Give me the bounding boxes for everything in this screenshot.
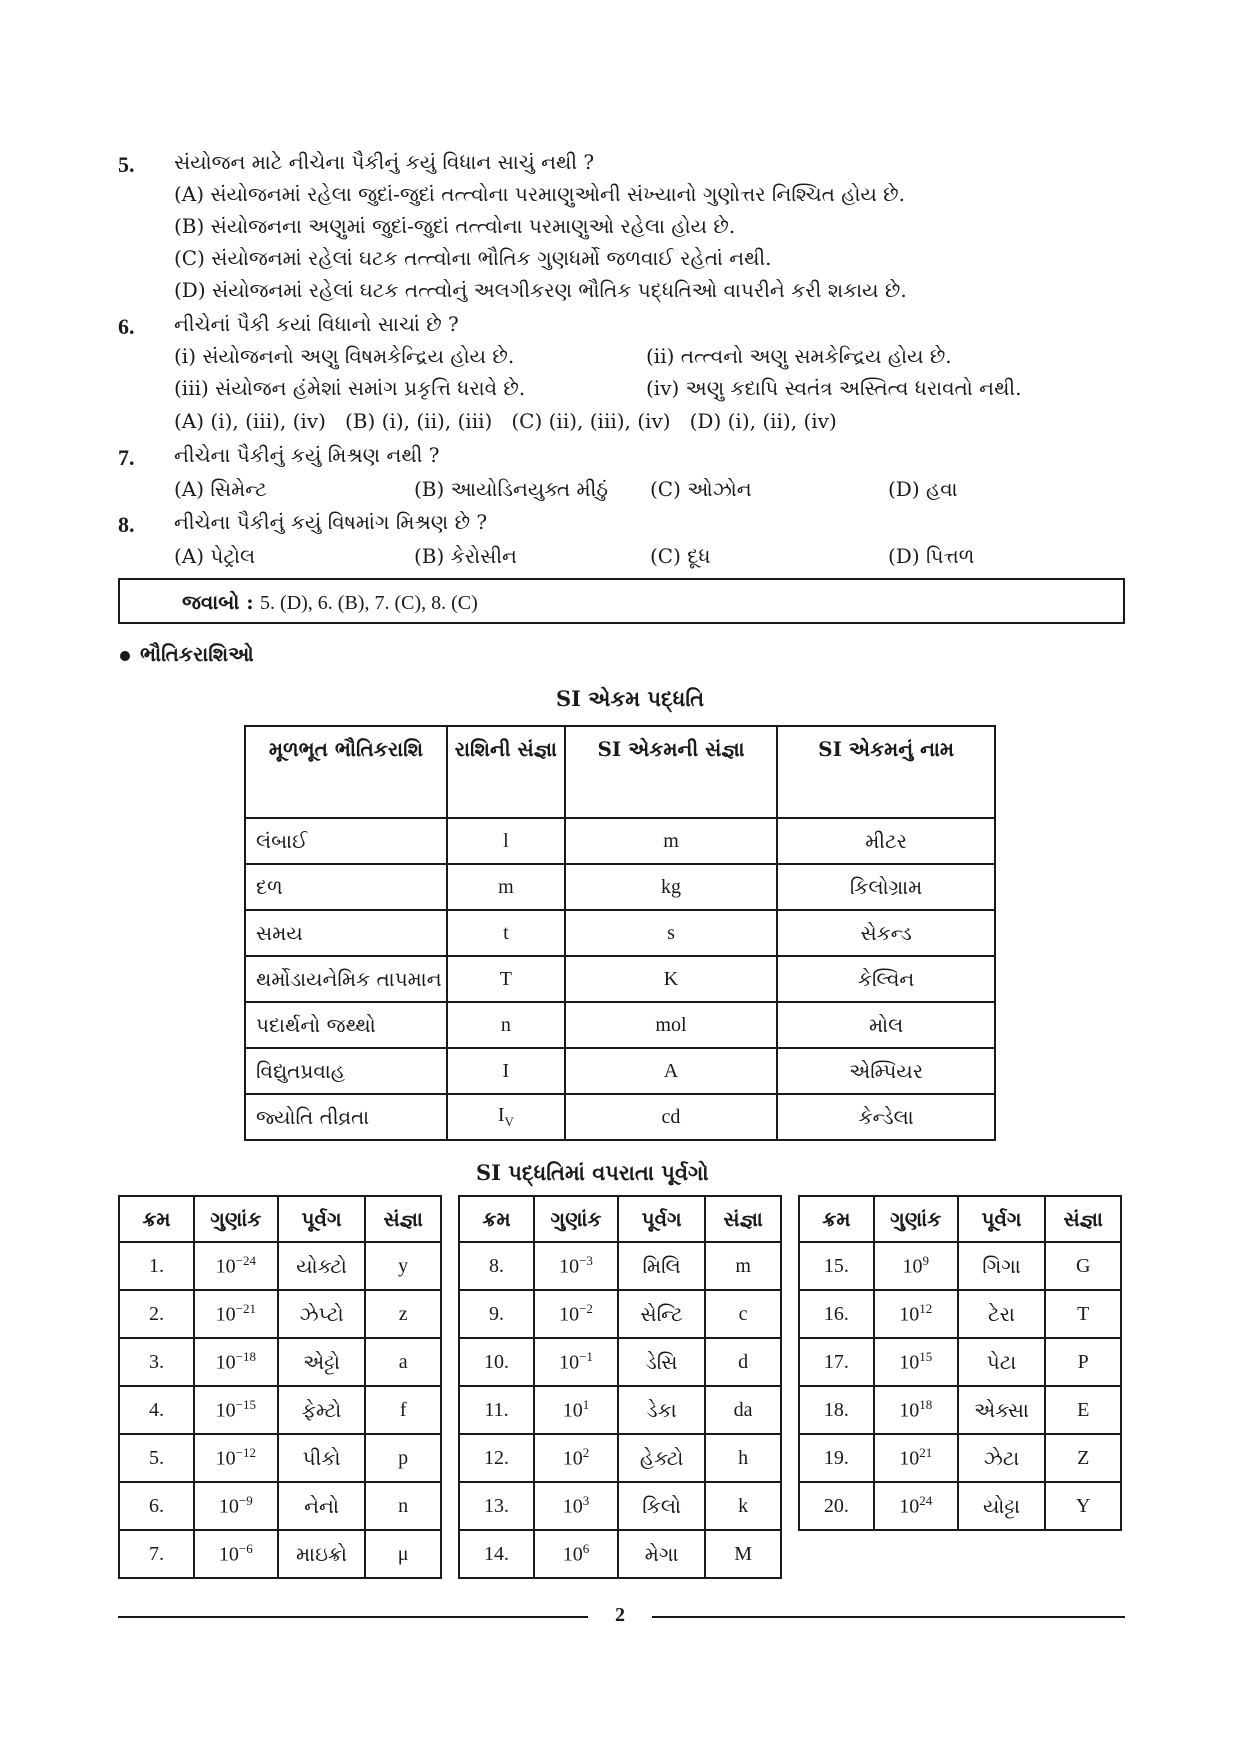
factor-base: 10	[215, 1303, 236, 1326]
symbol-cell: T	[1045, 1290, 1121, 1338]
statement-i: (i) સંયોજનનો અણુ વિષમકેન્દ્રિય હોય છે.	[174, 344, 515, 368]
table-row	[245, 864, 995, 910]
section-heading	[120, 642, 254, 666]
prefix-cell: ડેસિ	[618, 1338, 705, 1386]
factor-cell	[194, 1290, 278, 1338]
table-row	[799, 1482, 1121, 1530]
prefix-cell: ડેકા	[618, 1386, 705, 1434]
option-c: (C) દૂધ	[650, 544, 711, 568]
factor-base: 10	[215, 1399, 236, 1422]
factor-base: 10	[899, 1495, 920, 1518]
order-cell: 5.	[119, 1434, 194, 1482]
order-cell: 8.	[459, 1242, 534, 1290]
factor-base: 10	[215, 1255, 236, 1278]
symbol-cell: z	[365, 1290, 441, 1338]
symbol-cell: Z	[1045, 1434, 1121, 1482]
table-cell	[447, 1094, 565, 1140]
factor-exponent: 24	[919, 1493, 933, 1509]
table-cell: l	[447, 818, 565, 864]
symbol-cell: c	[705, 1290, 781, 1338]
table-cell: m	[447, 864, 565, 910]
symbol-cell: n	[365, 1482, 441, 1530]
statement-iii: (iii) સંયોજન હંમેશાં સમાંગ પ્રકૃત્તિ ધરાવે છે.	[174, 376, 526, 400]
table-cell: મીટર	[777, 818, 995, 864]
table-row	[245, 1094, 995, 1140]
option-c: (C) સંયોજનમાં રહેલાં ઘટક તત્ત્વોના ભૌતિક ગુણધર્મો જળવાઈ રહેતાં નથી.	[174, 246, 772, 270]
table-cell: m	[565, 818, 777, 864]
factor-base: 10	[899, 1303, 920, 1326]
header-cell: ક્રમ	[459, 1196, 534, 1242]
table-header-row	[245, 726, 995, 818]
table-cell: દળ	[245, 864, 447, 910]
question-number: 6.	[118, 314, 135, 339]
table-header-row	[799, 1196, 1121, 1242]
header-cell: પૂર્વગ	[278, 1196, 366, 1242]
table-row	[459, 1482, 781, 1530]
si-units-table	[244, 725, 996, 1141]
order-cell: 7.	[119, 1530, 194, 1578]
header-cell: પૂર્વગ	[618, 1196, 705, 1242]
order-cell: 18.	[799, 1386, 874, 1434]
question-number: 5.	[118, 152, 135, 177]
prefix-cell: એટ્ટો	[278, 1338, 366, 1386]
prefix-cell: એક્સા	[958, 1386, 1046, 1434]
order-cell: 16.	[799, 1290, 874, 1338]
symbol-cell: μ	[365, 1530, 441, 1578]
prefix-cell: નેનો	[278, 1482, 366, 1530]
factor-base: 10	[218, 1495, 239, 1518]
factor-exponent: −6	[238, 1541, 253, 1557]
symbol-cell: P	[1045, 1338, 1121, 1386]
table-cell: કેન્ડેલા	[777, 1094, 995, 1140]
symbol-cell: Y	[1045, 1482, 1121, 1530]
prefix-cell: હેક્ટો	[618, 1434, 705, 1482]
order-cell: 12.	[459, 1434, 534, 1482]
table-row	[119, 1242, 441, 1290]
table-row	[245, 1048, 995, 1094]
order-cell: 19.	[799, 1434, 874, 1482]
order-cell: 4.	[119, 1386, 194, 1434]
header-cell: ક્રમ	[799, 1196, 874, 1242]
factor-exponent: 9	[922, 1253, 929, 1269]
symbol-text: I	[497, 1104, 505, 1126]
table-row	[119, 1290, 441, 1338]
factor-cell	[874, 1338, 958, 1386]
table-cell: mol	[565, 1002, 777, 1048]
factor-base: 10	[215, 1351, 236, 1374]
factor-exponent: −2	[579, 1301, 593, 1317]
option-b: (B) સંયોજનના અણુમાં જુદાં-જુદાં તત્ત્વોના પરમાણુઓ રહેલા હોય છે.	[174, 214, 736, 238]
factor-cell	[534, 1290, 618, 1338]
prefix-table-3	[798, 1195, 1122, 1531]
order-cell: 1.	[119, 1242, 194, 1290]
factor-base: 10	[899, 1351, 920, 1374]
factor-cell	[194, 1482, 278, 1530]
header-cell: SI એકમની સંજ્ઞા	[565, 726, 777, 818]
header-cell: પૂર્વગ	[958, 1196, 1046, 1242]
table-cell: s	[565, 910, 777, 956]
table-row	[119, 1434, 441, 1482]
factor-exponent: −3	[579, 1253, 593, 1269]
prefix-cell: ફેમ્ટો	[278, 1386, 366, 1434]
table-row	[799, 1434, 1121, 1482]
factor-cell	[194, 1434, 278, 1482]
symbol-cell: y	[365, 1242, 441, 1290]
table-row	[459, 1434, 781, 1482]
page-number: 2	[615, 1604, 625, 1626]
option-d: (D) સંયોજનમાં રહેલાં ઘટક તત્ત્વોનું અલગીકરણ ભૌતિક પદ્ધતિઓ વાપરીને કરી શકાય છે.	[174, 278, 907, 302]
question-number: 8.	[118, 512, 135, 537]
factor-base: 10	[902, 1255, 923, 1278]
factor-exponent: 6	[582, 1541, 590, 1557]
factor-cell	[874, 1242, 958, 1290]
header-cell: ગુણાંક	[534, 1196, 618, 1242]
option-c: (C) ઓઝોન	[650, 477, 752, 501]
answers-text: 5. (D), 6. (B), 7. (C), 8. (C)	[260, 592, 478, 614]
table-row	[119, 1338, 441, 1386]
table-cell: kg	[565, 864, 777, 910]
option-d: (D) પિત્તળ	[888, 544, 975, 568]
prefix-cell: માઇક્રો	[278, 1530, 366, 1578]
table-cell: વિદ્યુતપ્રવાહ	[245, 1048, 447, 1094]
table-header-row	[459, 1196, 781, 1242]
table-row	[459, 1386, 781, 1434]
symbol-cell: p	[365, 1434, 441, 1482]
table-cell: A	[565, 1048, 777, 1094]
factor-exponent: −24	[235, 1253, 256, 1269]
table-row	[245, 910, 995, 956]
option-a: (A) પેટ્રોલ	[174, 544, 256, 568]
prefix-cell: મેગા	[618, 1530, 705, 1578]
order-cell: 11.	[459, 1386, 534, 1434]
section-title: ભૌતિકરાશિઓ	[140, 642, 254, 666]
header-cell: મૂળભૂત ભૌતિકરાશિ	[245, 726, 447, 818]
prefix-cell: કિલો	[618, 1482, 705, 1530]
factor-cell	[874, 1434, 958, 1482]
symbol-subscript: V	[504, 1114, 514, 1129]
order-cell: 20.	[799, 1482, 874, 1530]
header-cell: ગુણાંક	[194, 1196, 278, 1242]
prefix-table-title: SI પદ્ધતિમાં વપરાતા પૂર્વગો	[476, 1160, 709, 1185]
table-cell: કિલોગ્રામ	[777, 864, 995, 910]
table-row	[799, 1386, 1121, 1434]
table-cell: મોલ	[777, 1002, 995, 1048]
choices: (A) (i), (iii), (iv) (B) (i), (ii), (iii) (C) (ii), (iii), (iv) (D) (i), (ii), (iv)	[174, 409, 837, 433]
prefix-cell: ઝેટા	[958, 1434, 1046, 1482]
statement-iv: (iv) અણુ કદાપિ સ્વતંત્ર અસ્તિત્વ ધરાવતો નથી.	[646, 376, 1022, 400]
order-cell: 10.	[459, 1338, 534, 1386]
header-cell: ક્રમ	[119, 1196, 194, 1242]
header-cell: સંજ્ઞા	[365, 1196, 441, 1242]
factor-base: 10	[899, 1447, 920, 1470]
order-cell: 17.	[799, 1338, 874, 1386]
option-a: (A) સંયોજનમાં રહેલા જુદાં-જુદાં તત્ત્વોના પરમાણુઓની સંખ્યાનો ગુણોત્તર નિશ્ચિત હોય છે.	[174, 182, 905, 206]
factor-cell	[534, 1434, 618, 1482]
question-stem: સંયોજન માટે નીચેના પૈકીનું કયું વિધાન સાચું નથી ?	[174, 150, 595, 174]
table-cell: cd	[565, 1094, 777, 1140]
statement-ii: (ii) તત્ત્વનો અણુ સમકેન્દ્રિય હોય છે.	[646, 344, 952, 368]
factor-cell	[874, 1290, 958, 1338]
answers-box	[118, 578, 1125, 624]
table-cell: K	[565, 956, 777, 1002]
factor-cell	[194, 1386, 278, 1434]
factor-base: 10	[562, 1495, 583, 1518]
symbol-cell: E	[1045, 1386, 1121, 1434]
factor-exponent: −1	[579, 1349, 593, 1365]
order-cell: 13.	[459, 1482, 534, 1530]
prefix-cell: પેટા	[958, 1338, 1046, 1386]
table-cell: સેકન્ડ	[777, 910, 995, 956]
factor-cell	[534, 1338, 618, 1386]
table-row	[119, 1530, 441, 1578]
si-table-title: SI એકમ પદ્ધતિ	[556, 686, 705, 711]
footer-rule-left	[118, 1616, 588, 1618]
table-row	[459, 1242, 781, 1290]
table-cell: સમય	[245, 910, 447, 956]
factor-exponent: 1	[582, 1397, 590, 1413]
factor-exponent: −9	[238, 1493, 253, 1509]
table-cell: T	[447, 956, 565, 1002]
symbol-cell: m	[705, 1242, 781, 1290]
factor-exponent: 18	[919, 1397, 933, 1413]
table-cell: પદાર્થનો જથ્થો	[245, 1002, 447, 1048]
question-stem: નીચેનાં પૈકી કયાં વિધાનો સાચાં છે ?	[174, 312, 459, 336]
factor-base: 10	[218, 1543, 239, 1566]
factor-cell	[534, 1482, 618, 1530]
prefix-cell: સેન્ટિ	[618, 1290, 705, 1338]
option-d: (D) હવા	[888, 477, 958, 501]
table-cell: કેલ્વિન	[777, 956, 995, 1002]
factor-cell	[194, 1530, 278, 1578]
question-stem: નીચેના પૈકીનું કયું વિષમાંગ મિશ્રણ છે ?	[174, 510, 488, 534]
symbol-cell: h	[705, 1434, 781, 1482]
table-cell: થર્મોડાયનેમિક તાપમાન	[245, 956, 447, 1002]
table-cell: લંબાઈ	[245, 818, 447, 864]
symbol-cell: M	[705, 1530, 781, 1578]
factor-base: 10	[215, 1447, 236, 1470]
table-row	[245, 818, 995, 864]
symbol-cell: a	[365, 1338, 441, 1386]
symbol-cell: k	[705, 1482, 781, 1530]
factor-cell	[194, 1338, 278, 1386]
prefix-cell: યોક્ટો	[278, 1242, 366, 1290]
factor-cell	[534, 1242, 618, 1290]
factor-exponent: 3	[582, 1493, 590, 1509]
symbol-cell: da	[705, 1386, 781, 1434]
question-stem: નીચેના પૈકીનું કયું મિશ્રણ નથી ?	[174, 443, 440, 467]
factor-base: 10	[562, 1447, 583, 1470]
factor-exponent: −12	[235, 1445, 256, 1461]
prefix-cell: મિલિ	[618, 1242, 705, 1290]
table-cell: n	[447, 1002, 565, 1048]
prefix-cell: પીકો	[278, 1434, 366, 1482]
symbol-cell: d	[705, 1338, 781, 1386]
factor-base: 10	[559, 1351, 580, 1374]
factor-base: 10	[562, 1543, 583, 1566]
factor-base: 10	[559, 1255, 580, 1278]
prefix-table-2	[458, 1195, 782, 1579]
order-cell: 2.	[119, 1290, 194, 1338]
factor-base: 10	[899, 1399, 920, 1422]
table-row	[245, 956, 995, 1002]
table-row	[245, 1002, 995, 1048]
footer-rule-right	[652, 1616, 1125, 1618]
question-number: 7.	[118, 445, 135, 470]
prefix-cell: યોટ્ટા	[958, 1482, 1046, 1530]
table-row	[119, 1386, 441, 1434]
prefix-cell: ટેરા	[958, 1290, 1046, 1338]
prefix-cell: ઝેપ્ટો	[278, 1290, 366, 1338]
symbol-cell: f	[365, 1386, 441, 1434]
factor-cell	[534, 1530, 618, 1578]
factor-exponent: 12	[919, 1301, 933, 1317]
factor-exponent: 21	[919, 1445, 933, 1461]
answers-label: જવાબો :	[182, 590, 254, 614]
table-header-row	[119, 1196, 441, 1242]
option-a: (A) સિમેન્ટ	[174, 477, 267, 501]
factor-exponent: −21	[235, 1301, 256, 1317]
factor-cell	[874, 1386, 958, 1434]
table-cell: એમ્પિયર	[777, 1048, 995, 1094]
table-row	[459, 1530, 781, 1578]
header-cell: SI એકમનું નામ	[777, 726, 995, 818]
factor-exponent: −15	[235, 1397, 256, 1413]
factor-base: 10	[559, 1303, 580, 1326]
bullet-icon	[120, 651, 130, 661]
prefix-table-1	[118, 1195, 442, 1579]
header-cell: ગુણાંક	[874, 1196, 958, 1242]
factor-exponent: 2	[582, 1445, 590, 1461]
factor-exponent: 15	[919, 1349, 933, 1365]
table-row	[799, 1338, 1121, 1386]
table-cell: જ્યોતિ તીવ્રતા	[245, 1094, 447, 1140]
table-cell: t	[447, 910, 565, 956]
factor-cell	[874, 1482, 958, 1530]
factor-cell	[534, 1386, 618, 1434]
table-row	[799, 1242, 1121, 1290]
table-cell: I	[447, 1048, 565, 1094]
order-cell: 3.	[119, 1338, 194, 1386]
order-cell: 9.	[459, 1290, 534, 1338]
prefix-cell: ગિગા	[958, 1242, 1046, 1290]
option-b: (B) આયોડિનયુક્ત મીઠું	[414, 477, 608, 501]
table-row	[459, 1338, 781, 1386]
order-cell: 15.	[799, 1242, 874, 1290]
factor-exponent: −18	[235, 1349, 256, 1365]
table-row	[799, 1290, 1121, 1338]
header-cell: સંજ્ઞા	[1045, 1196, 1121, 1242]
factor-cell	[194, 1242, 278, 1290]
table-row	[119, 1482, 441, 1530]
table-row	[459, 1290, 781, 1338]
order-cell: 6.	[119, 1482, 194, 1530]
header-cell: સંજ્ઞા	[705, 1196, 781, 1242]
order-cell: 14.	[459, 1530, 534, 1578]
option-b: (B) કેરોસીન	[414, 544, 517, 568]
header-cell: રાશિની સંજ્ઞા	[447, 726, 565, 818]
symbol-cell: G	[1045, 1242, 1121, 1290]
factor-base: 10	[562, 1399, 583, 1422]
